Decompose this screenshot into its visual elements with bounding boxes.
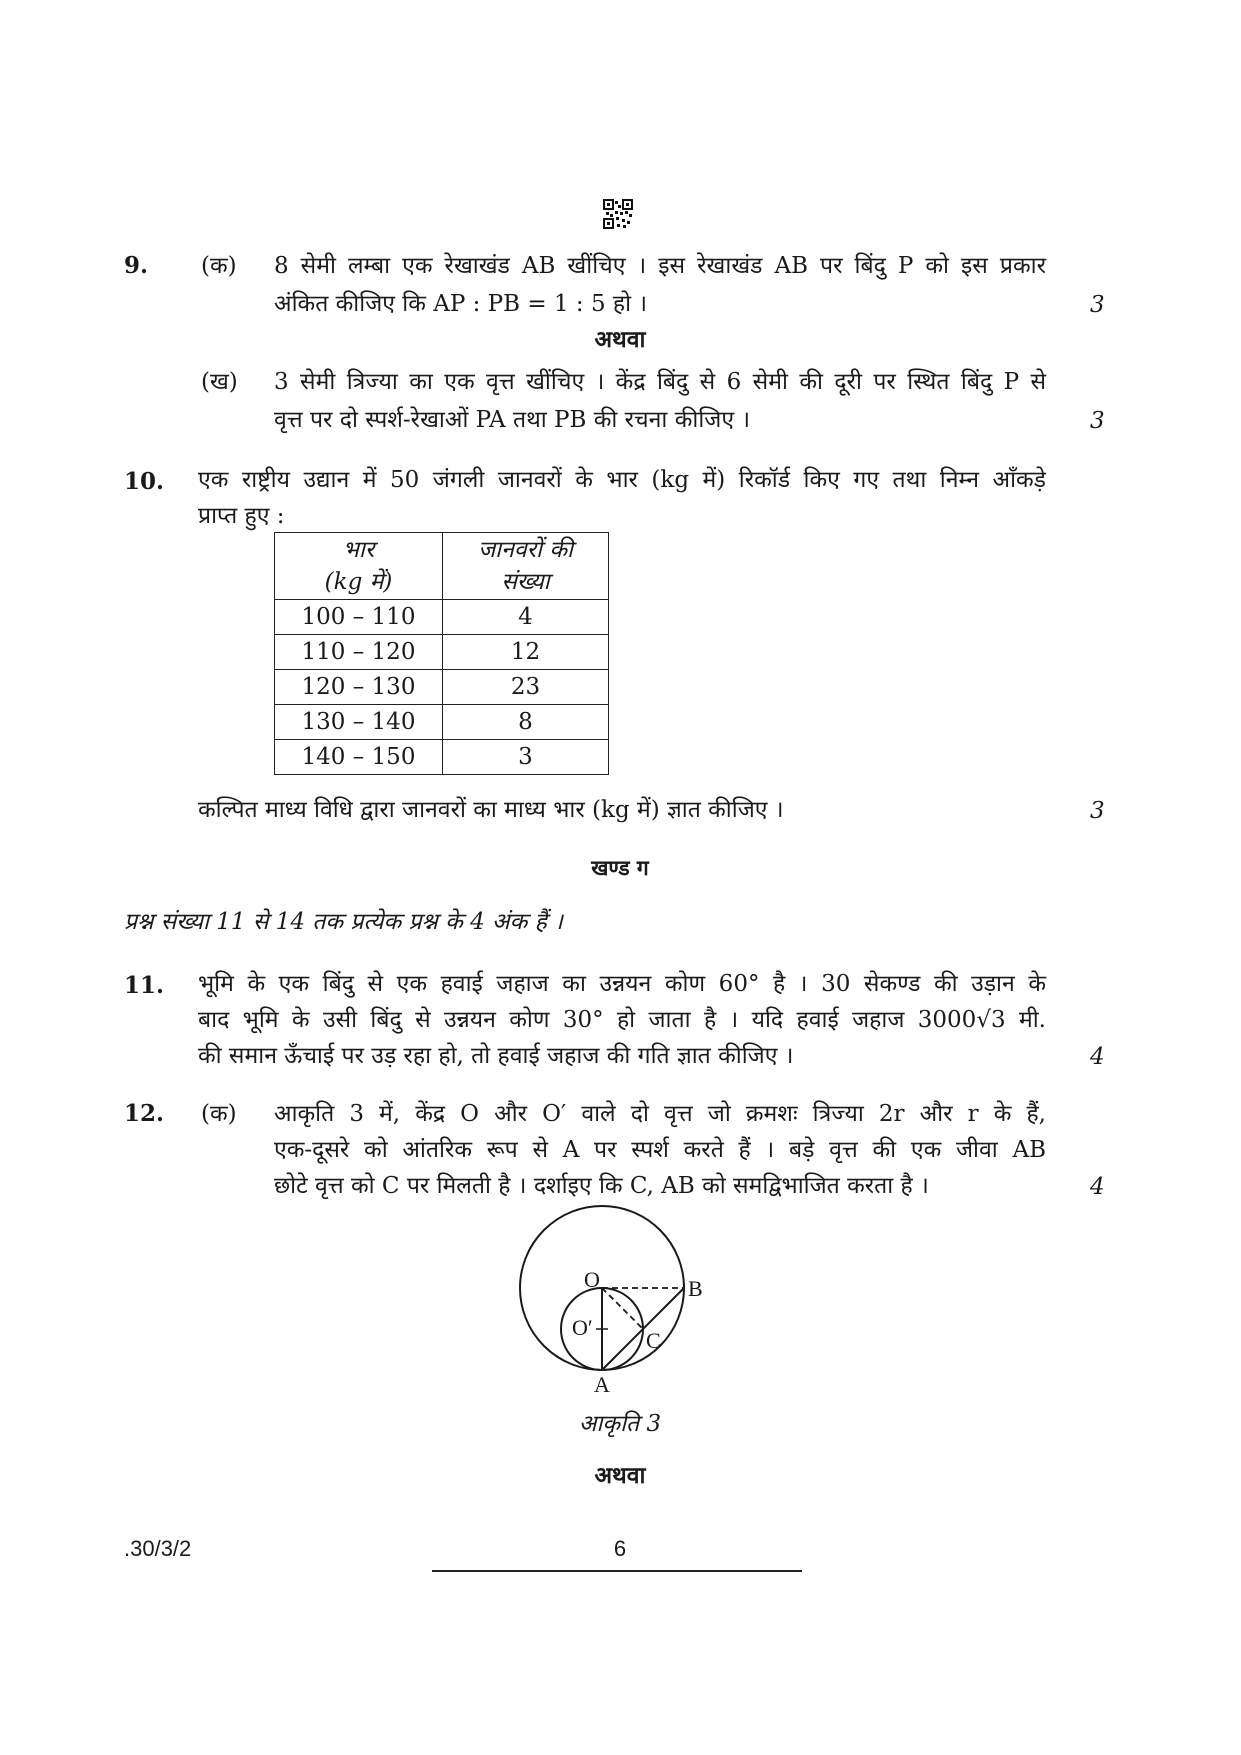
table-cell-weight: 100 – 110 <box>275 600 443 635</box>
table-cell-count: 4 <box>443 600 609 635</box>
table-cell-weight: 130 – 140 <box>275 705 443 740</box>
table-header-weight <box>275 533 443 600</box>
q12-a-label: (क) <box>201 1101 237 1127</box>
section-c-instruction: प्रश्न संख्या 11 से 14 तक प्रत्येक प्रश्न के 4 अंक हैं । <box>124 909 563 935</box>
q9-a-marks: 3 <box>1090 292 1105 318</box>
q12-line3: छोटे वृत्त को C पर मिलती है । दर्शाइए कि C, AB को समद्विभाजित करता है । <box>274 1173 929 1199</box>
table-header-row <box>275 533 609 600</box>
label-O-prime: O′ <box>572 1315 593 1340</box>
q10-number: 10. <box>124 468 165 495</box>
header-count-line2: संख्या <box>501 569 550 595</box>
q11-marks: 4 <box>1090 1044 1105 1070</box>
q9-a-line2: अंकित कीजिए कि AP : PB = 1 : 5 हो । <box>274 291 648 317</box>
table-row <box>275 740 609 775</box>
q9-a-line1: 8 सेमी लम्बा एक रेखाखंड AB खींचिए । इस रेखाखंड AB पर बिंदु P को इस प्रकार <box>274 253 1046 279</box>
q10-line2: प्राप्त हुए : <box>198 503 285 529</box>
section-c-heading: खण्ड ग <box>591 856 649 880</box>
q9-number: 9. <box>124 252 149 279</box>
table-cell-count: 23 <box>443 670 609 705</box>
table-row <box>275 635 609 670</box>
qr-code-icon <box>603 199 633 229</box>
q9-a-label: (क) <box>201 253 237 279</box>
q9-b-marks: 3 <box>1090 408 1105 434</box>
table-cell-count: 8 <box>443 705 609 740</box>
table-cell-weight: 120 – 130 <box>275 670 443 705</box>
q10-question: कल्पित माध्य विधि द्वारा जानवरों का माध्य भार (kg में) ज्ञात कीजिए । <box>198 797 784 823</box>
q10-marks: 3 <box>1090 798 1105 824</box>
header-weight-line2: (kg में) <box>324 569 393 595</box>
label-B: B <box>688 1276 703 1301</box>
label-A: A <box>594 1372 610 1397</box>
table-row <box>275 670 609 705</box>
q12-line2: एक-दूसरे को आंतरिक रूप से A पर स्पर्श करते हैं । बड़े वृत्त की एक जीवा AB <box>274 1137 1046 1163</box>
label-O: O <box>584 1267 600 1292</box>
q9-b-line1: 3 सेमी त्रिज्या का एक वृत्त खींचिए । केंद्र बिंदु से 6 सेमी की दूरी पर स्थित बिंदु P से <box>274 369 1046 395</box>
q9-b-label: (ख) <box>201 369 238 395</box>
q11-line1: भूमि के एक बिंदु से एक हवाई जहाज का उन्नयन कोण 60° है । 30 सेकण्ड की उड़ान के <box>198 971 1046 997</box>
table-header-count <box>443 533 609 600</box>
figure-3-caption: आकृति 3 <box>578 1411 662 1437</box>
q12-line1: आकृति 3 में, केंद्र O और O′ वाले दो वृत्त जो क्रमशः त्रिज्या 2r और r के हैं, <box>274 1101 1046 1127</box>
table-row <box>275 600 609 635</box>
weight-frequency-table <box>274 532 609 775</box>
footer-rule <box>432 1570 802 1572</box>
page-number: 6 <box>613 1536 627 1561</box>
table-cell-count: 12 <box>443 635 609 670</box>
table-cell-weight: 140 – 150 <box>275 740 443 775</box>
q12-number: 12. <box>124 1100 165 1127</box>
q9-or-text: अथवा <box>594 326 646 353</box>
table-row <box>275 705 609 740</box>
q11-line2: बाद भूमि के उसी बिंदु से उन्नयन कोण 30° हो जाता है । यदि हवाई जहाज 3000√3 मी. <box>198 1007 1046 1033</box>
footer-code: .30/3/2 <box>124 1536 192 1561</box>
table-cell-count: 3 <box>443 740 609 775</box>
table-cell-weight: 110 – 120 <box>275 635 443 670</box>
header-weight-line1: भार <box>342 537 375 563</box>
label-C: C <box>646 1328 661 1353</box>
header-count-line1: जानवरों की <box>478 537 573 563</box>
q12-or-text: अथवा <box>594 1462 646 1489</box>
q11-line3: की समान ऊँचाई पर उड़ रहा हो, तो हवाई जहाज की गति ज्ञात कीजिए । <box>198 1043 794 1069</box>
q12-marks: 4 <box>1090 1174 1105 1200</box>
q9-b-line2: वृत्त पर दो स्पर्श-रेखाओं PA तथा PB की रचना कीजिए । <box>274 407 751 433</box>
q11-number: 11. <box>124 972 165 999</box>
figure-3-diagram <box>510 1200 730 1400</box>
q10-line1: एक राष्ट्रीय उद्यान में 50 जंगली जानवरों के भार (kg में) रिकॉर्ड किए गए तथा निम्न आँकड़े <box>198 467 1046 493</box>
